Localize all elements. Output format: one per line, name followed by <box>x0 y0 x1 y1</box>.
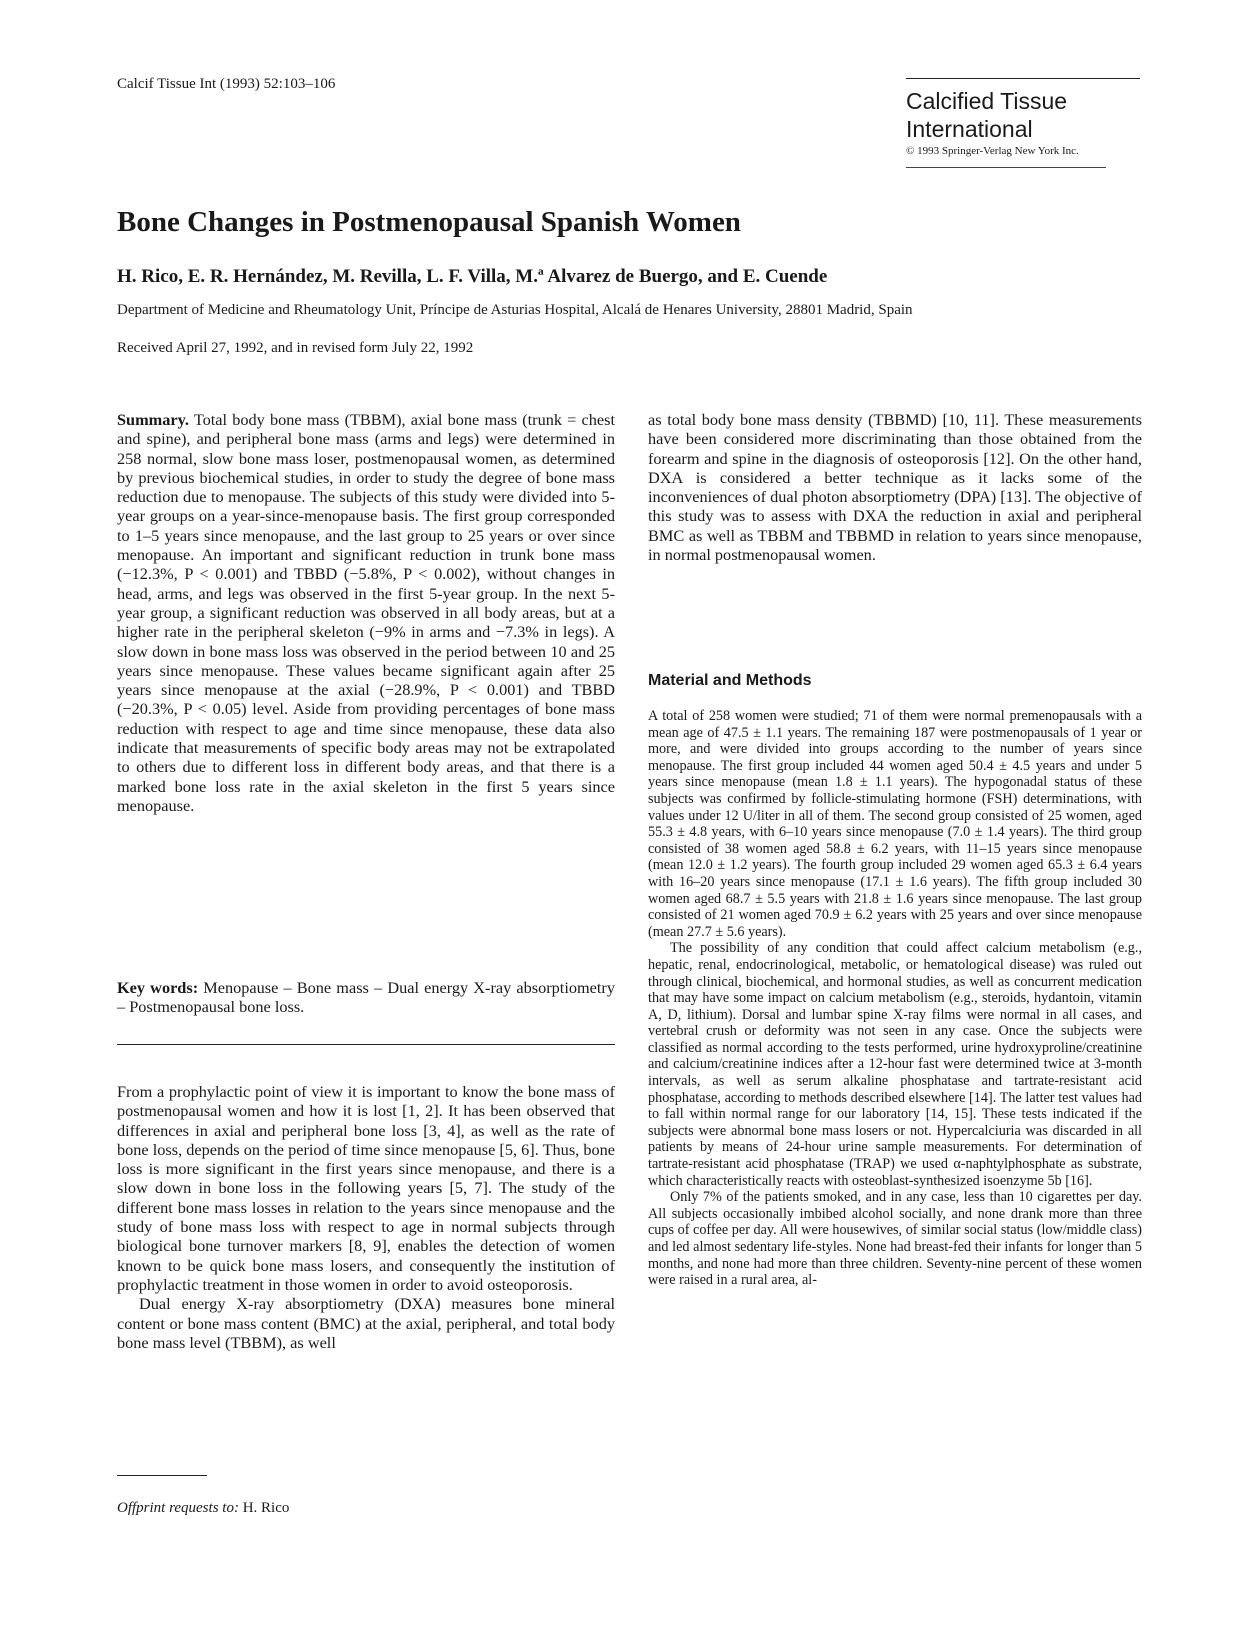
methods-section <box>648 708 1142 1289</box>
abstract <box>117 410 615 815</box>
offprint-name: H. Rico <box>242 1500 290 1516</box>
keywords-label: Key words: <box>117 978 199 997</box>
journal-masthead <box>906 78 1140 168</box>
journal-citation: Calcif Tissue Int (1993) 52:103–106 <box>117 76 336 92</box>
article-authors: H. Rico, E. R. Hernández, M. Revilla, L. F. Villa, M.ª Alvarez de Buergo, and E. Cuende <box>117 266 828 287</box>
intro-continued: as total body bone mass density (TBBMD) [10, 11]. These measurements have been considered more discriminating than those obtained from the forearm and spine in the diagnosis of osteoporosis [12]. On the other hand, DXA is considered a better technique as it lacks some of the inconveniences of dual photon absorptiometry (DPA) [13]. The objective of this study was to assess with DXA the reduction in axial and peripheral BMC as well as TBBM and TBBMD in relation to years since menopause, in normal postmenopausal women. <box>648 410 1142 565</box>
methods-paragraph-3: Only 7% of the patients smoked, and in any case, less than 10 cigarettes per day. All subjects occasionally imbibed alcohol socially, and none drank more than three cups of coffee per day. All were housewives, of similar social status (low/middle class) and led almost sedentary life-styles. None had breast-fed their infants for longer than 5 months, and none had more than three children. Seventy-nine percent of these women were raised in a rural area, al- <box>648 1189 1142 1289</box>
keywords <box>117 978 615 1017</box>
journal-name-line1: Calcified Tissue <box>906 88 1068 114</box>
footnote-rule <box>117 1475 207 1476</box>
methods-paragraph-2: The possibility of any condition that could affect calcium metabolism (e.g., hepatic, renal, endocrinological, metabolic, or hematological disease) was ruled out through clinical, biochemical, and hormonal studies, as well as concurrent medication that may have some impact on calcium metabolism (e.g., steroids, hydantoin, vitamin A, D, lithium). Dorsal and lumbar spine X-ray films were normal in all cases, and vertebral crush or deformity was not seen in any case. Once the subjects were classified as normal according to the tests performed, urine hydroxyproline/creatinine and calcium/creatinine indices after a 12-hour fast were determined twice at 3-month intervals, as well as serum alkaline phosphatase and tartrate-resistant acid phosphatase, according to methods described elsewhere [14]. The latter test values had to fall within normal range for our laboratory [14, 15]. These tests indicated if the subjects were abnormal bone mass losers or not. Hypercalciuria was discarded in all patients by means of 24-hour urine sample measurements. For determination of tartrate-resistant acid phosphatase (TRAP) we used α-naphtylphosphate as substrate, which characteristically reacts with osteoblast-synthesized isoenzyme 5b [16]. <box>648 940 1142 1189</box>
introduction <box>117 1082 615 1352</box>
intro-paragraph-1: From a prophylactic point of view it is important to know the bone mass of postmenopausal women and how it is lost [1, 2]. It has been observed that differences in axial and peripheral bone loss [3, 4], as well as the rate of bone loss, depends on the period of time since menopause [5, 6]. Thus, bone loss is more significant in the first years since menopause, and there is a slow down in bone loss in the following years [5, 7]. The study of the different bone mass losses in relation to the years since menopause and the study of bone mass loss with respect to age in normal subjects through biological bone turnover markers [8, 9], enables the detection of women known to be quick bone mass losers, and consequently the institution of prophylactic treatment in those women in order to avoid osteoporosis. <box>117 1082 615 1294</box>
masthead-rule-top <box>906 78 1140 79</box>
methods-heading: Material and Methods <box>648 672 812 689</box>
abstract-label: Summary. <box>117 410 189 429</box>
masthead-rule-bottom <box>906 167 1106 168</box>
keywords-text: Menopause – Bone mass – Dual energy X-ray absorptiometry – Postmenopausal bone loss. <box>117 978 615 1017</box>
abstract-divider <box>117 1044 615 1045</box>
article-title: Bone Changes in Postmenopausal Spanish Women <box>117 206 741 238</box>
journal-name-line2: International <box>906 116 1033 142</box>
abstract-text: Total body bone mass (TBBM), axial bone mass (trunk = chest and spine), and peripheral bone mass (arms and legs) were determined in 258 normal, slow bone mass loser, postmenopausal women, as determined by previous biochemical studies, in order to study the degree of bone mass reduction due to menopause. The subjects of this study were divided into 5-year groups on a year-since-menopause basis. The first group corresponded to 1–5 years since menopause, and the last group to 25 years or over since menopause. An important and significant reduction in trunk bone mass (−12.3%, P < 0.001) and TBBD (−5.8%, P < 0.002), without changes in head, arms, and legs was observed in the first 5-year group. In the next 5-year group, a significant reduction was observed in all body areas, but at a higher rate in the peripheral skeleton (−9% in arms and −7.3% in legs). A slow down in bone mass loss was observed in the period between 10 and 25 years since menopause. These values became significant again after 25 years since menopause at the axial (−28.9%, P < 0.001) and TBBD (−20.3%, P < 0.05) level. Aside from providing percentages of bone mass reduction with respect to age and time since menopause, these data also indicate that measurements of specific body areas may not be extrapolated to others due to different loss in different body areas, and that there is a marked bone loss rate in the axial skeleton in the first 5 years since menopause. <box>117 410 616 815</box>
author-affiliation: Department of Medicine and Rheumatology Unit, Príncipe de Asturias Hospital, Alcalá de Henares University, 28801 Madrid, Spain <box>117 302 913 318</box>
offprint-label: Offprint requests to: <box>117 1500 239 1516</box>
offprint-footnote <box>117 1500 289 1517</box>
methods-paragraph-1: A total of 258 women were studied; 71 of them were normal premenopausals with a mean age of 47.5 ± 1.1 years. The remaining 187 were postmenopausals of 1 year or more, and were divided into groups according to the number of years since menopause. The first group included 44 women aged 50.4 ± 4.5 years and under 5 years since menopause (mean 1.8 ± 1.1 years). The hypogonadal status of these subjects was confirmed by follicle-stimulating hormone (FSH) determinations, with values under 12 U/liter in all of them. The second group consisted of 25 women, aged 55.3 ± 4.8 years, with 6–10 years since menopause (7.0 ± 1.4 years). The third group consisted of 38 women aged 58.8 ± 6.2 years, with 11–15 years since menopause (mean 12.0 ± 1.2 years). The fourth group included 29 women aged 65.3 ± 6.4 years with 16–20 years since menopause (17.1 ± 1.6 years). The fifth group included 30 women aged 68.7 ± 5.5 years with 21.8 ± 1.6 years since menopause. The last group consisted of 21 women aged 70.9 ± 6.2 years with 25 years and over since menopause (mean 27.7 ± 5.6 years). <box>648 708 1142 940</box>
intro-paragraph-2: Dual energy X-ray absorptiometry (DXA) measures bone mineral content or bone mass content (BMC) at the axial, peripheral, and total body bone mass level (TBBM), as well <box>117 1294 615 1352</box>
journal-name <box>906 87 1140 143</box>
received-date: Received April 27, 1992, and in revised form July 22, 1992 <box>117 340 474 356</box>
copyright-notice: © 1993 Springer-Verlag New York Inc. <box>906 145 1079 157</box>
